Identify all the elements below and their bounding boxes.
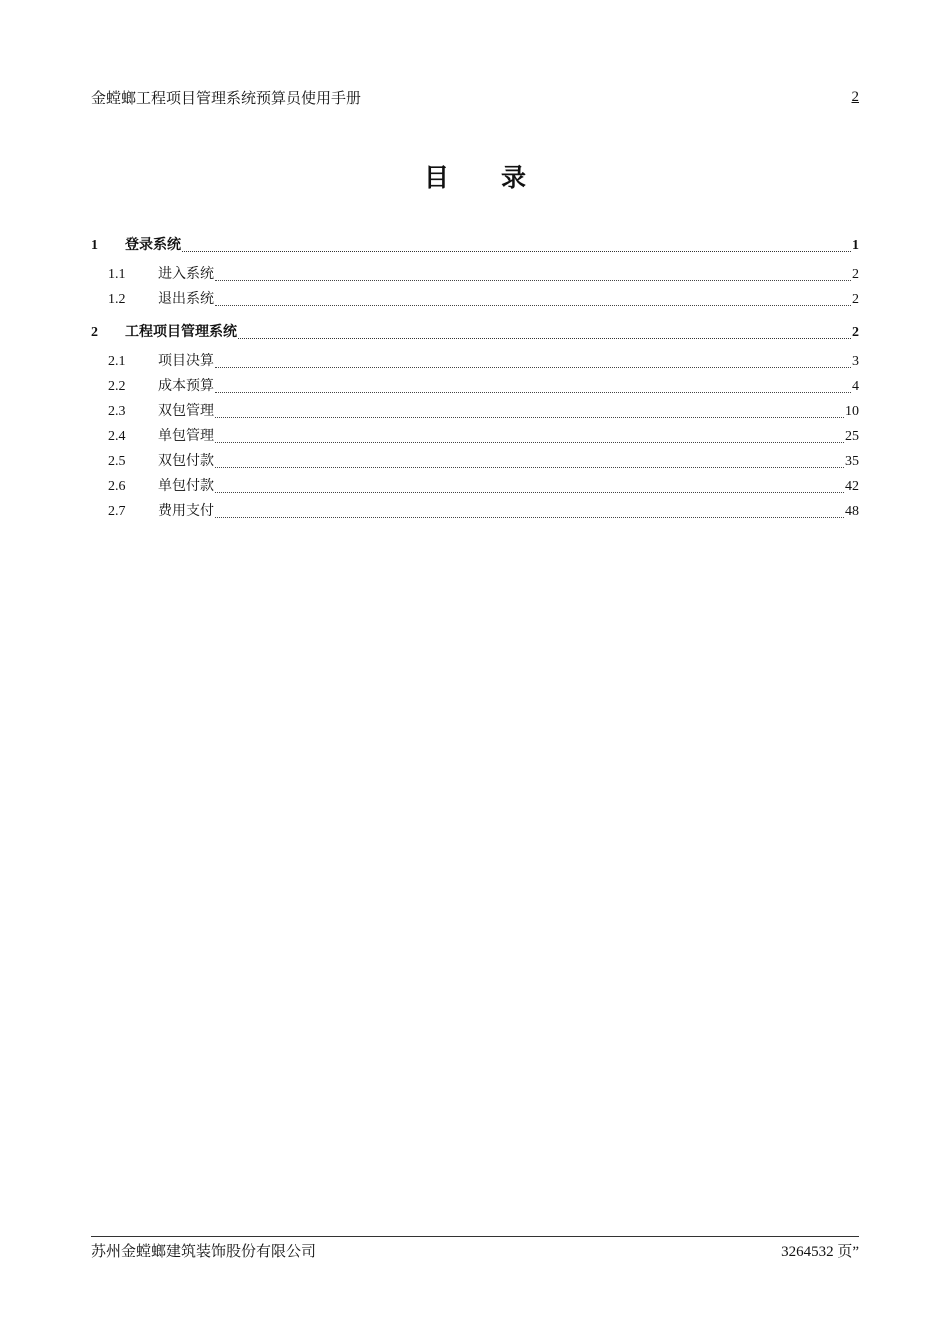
toc-entry-number: 2.6 — [108, 479, 126, 494]
toc-entry-page: 3 — [852, 354, 859, 369]
toc-entry-label: 双包管理 — [158, 403, 214, 419]
toc-entry-page: 2 — [852, 267, 859, 282]
document-title: 金螳螂工程项目管理系统预算员使用手册 — [91, 88, 362, 107]
toc-entry-page: 1 — [852, 238, 859, 253]
toc-dot-leader — [182, 250, 851, 252]
table-of-contents — [91, 234, 859, 525]
toc-entry-page: 10 — [845, 404, 859, 419]
toc-entry-number: 1.1 — [108, 267, 126, 282]
page-footer — [91, 1239, 859, 1261]
toc-entry-1-2[interactable] — [91, 288, 859, 313]
toc-entry-page: 48 — [845, 504, 859, 519]
toc-entry-page: 2 — [852, 325, 859, 340]
toc-entry-page: 4 — [852, 379, 859, 394]
header-page-number: 2 — [851, 88, 859, 105]
page-header — [91, 86, 859, 108]
toc-entry-2-5[interactable] — [91, 450, 859, 475]
toc-entry-number: 2.7 — [108, 504, 126, 519]
toc-entry-page: 35 — [845, 454, 859, 469]
toc-entry-number: 1.2 — [108, 292, 126, 307]
toc-entry-number: 2.1 — [108, 354, 126, 369]
toc-heading-char-2: 录 — [501, 163, 527, 192]
toc-entry-label: 退出系统 — [158, 291, 214, 307]
toc-dot-leader — [238, 337, 851, 339]
toc-entry-1-1[interactable] — [91, 263, 859, 288]
toc-entry-label: 单包管理 — [158, 428, 214, 444]
toc-dot-leader — [215, 304, 851, 306]
toc-entry-label: 双包付款 — [158, 453, 214, 469]
footer-divider — [91, 1236, 859, 1237]
toc-entry-number: 2.3 — [108, 404, 126, 419]
toc-entry-page: 25 — [845, 429, 859, 444]
toc-entry-number: 1 — [91, 238, 98, 253]
toc-entry-1[interactable] — [91, 234, 859, 259]
toc-dot-leader — [215, 466, 844, 468]
toc-dot-leader — [215, 279, 851, 281]
toc-entry-2-1[interactable] — [91, 350, 859, 375]
toc-entry-label: 费用支付 — [158, 503, 214, 519]
footer-page-info: 3264532 页” — [781, 1243, 859, 1260]
toc-entry-page: 42 — [845, 479, 859, 494]
company-name: 苏州金螳螂建筑装饰股份有限公司 — [91, 1241, 317, 1260]
toc-entry-2-3[interactable] — [91, 400, 859, 425]
toc-heading — [0, 158, 950, 194]
toc-dot-leader — [215, 391, 851, 393]
toc-entry-label: 登录系统 — [125, 237, 181, 253]
toc-dot-leader — [215, 441, 844, 443]
toc-heading-char-1: 目 — [423, 163, 449, 192]
toc-entry-2[interactable] — [91, 321, 859, 346]
toc-dot-leader — [215, 491, 844, 493]
toc-entry-label: 单包付款 — [158, 478, 214, 494]
toc-dot-leader — [215, 516, 844, 518]
toc-dot-leader — [215, 416, 844, 418]
toc-entry-number: 2.2 — [108, 379, 126, 394]
toc-entry-2-2[interactable] — [91, 375, 859, 400]
toc-entry-label: 项目决算 — [158, 353, 214, 369]
toc-entry-2-4[interactable] — [91, 425, 859, 450]
toc-entry-number: 2 — [91, 325, 98, 340]
toc-entry-2-6[interactable] — [91, 475, 859, 500]
toc-entry-number: 2.4 — [108, 429, 126, 444]
toc-dot-leader — [215, 366, 851, 368]
toc-entry-2-7[interactable] — [91, 500, 859, 525]
toc-entry-label: 进入系统 — [158, 266, 214, 282]
toc-entry-number: 2.5 — [108, 454, 126, 469]
toc-entry-page: 2 — [852, 292, 859, 307]
toc-entry-label: 工程项目管理系统 — [125, 324, 237, 340]
toc-entry-label: 成本预算 — [158, 378, 214, 394]
